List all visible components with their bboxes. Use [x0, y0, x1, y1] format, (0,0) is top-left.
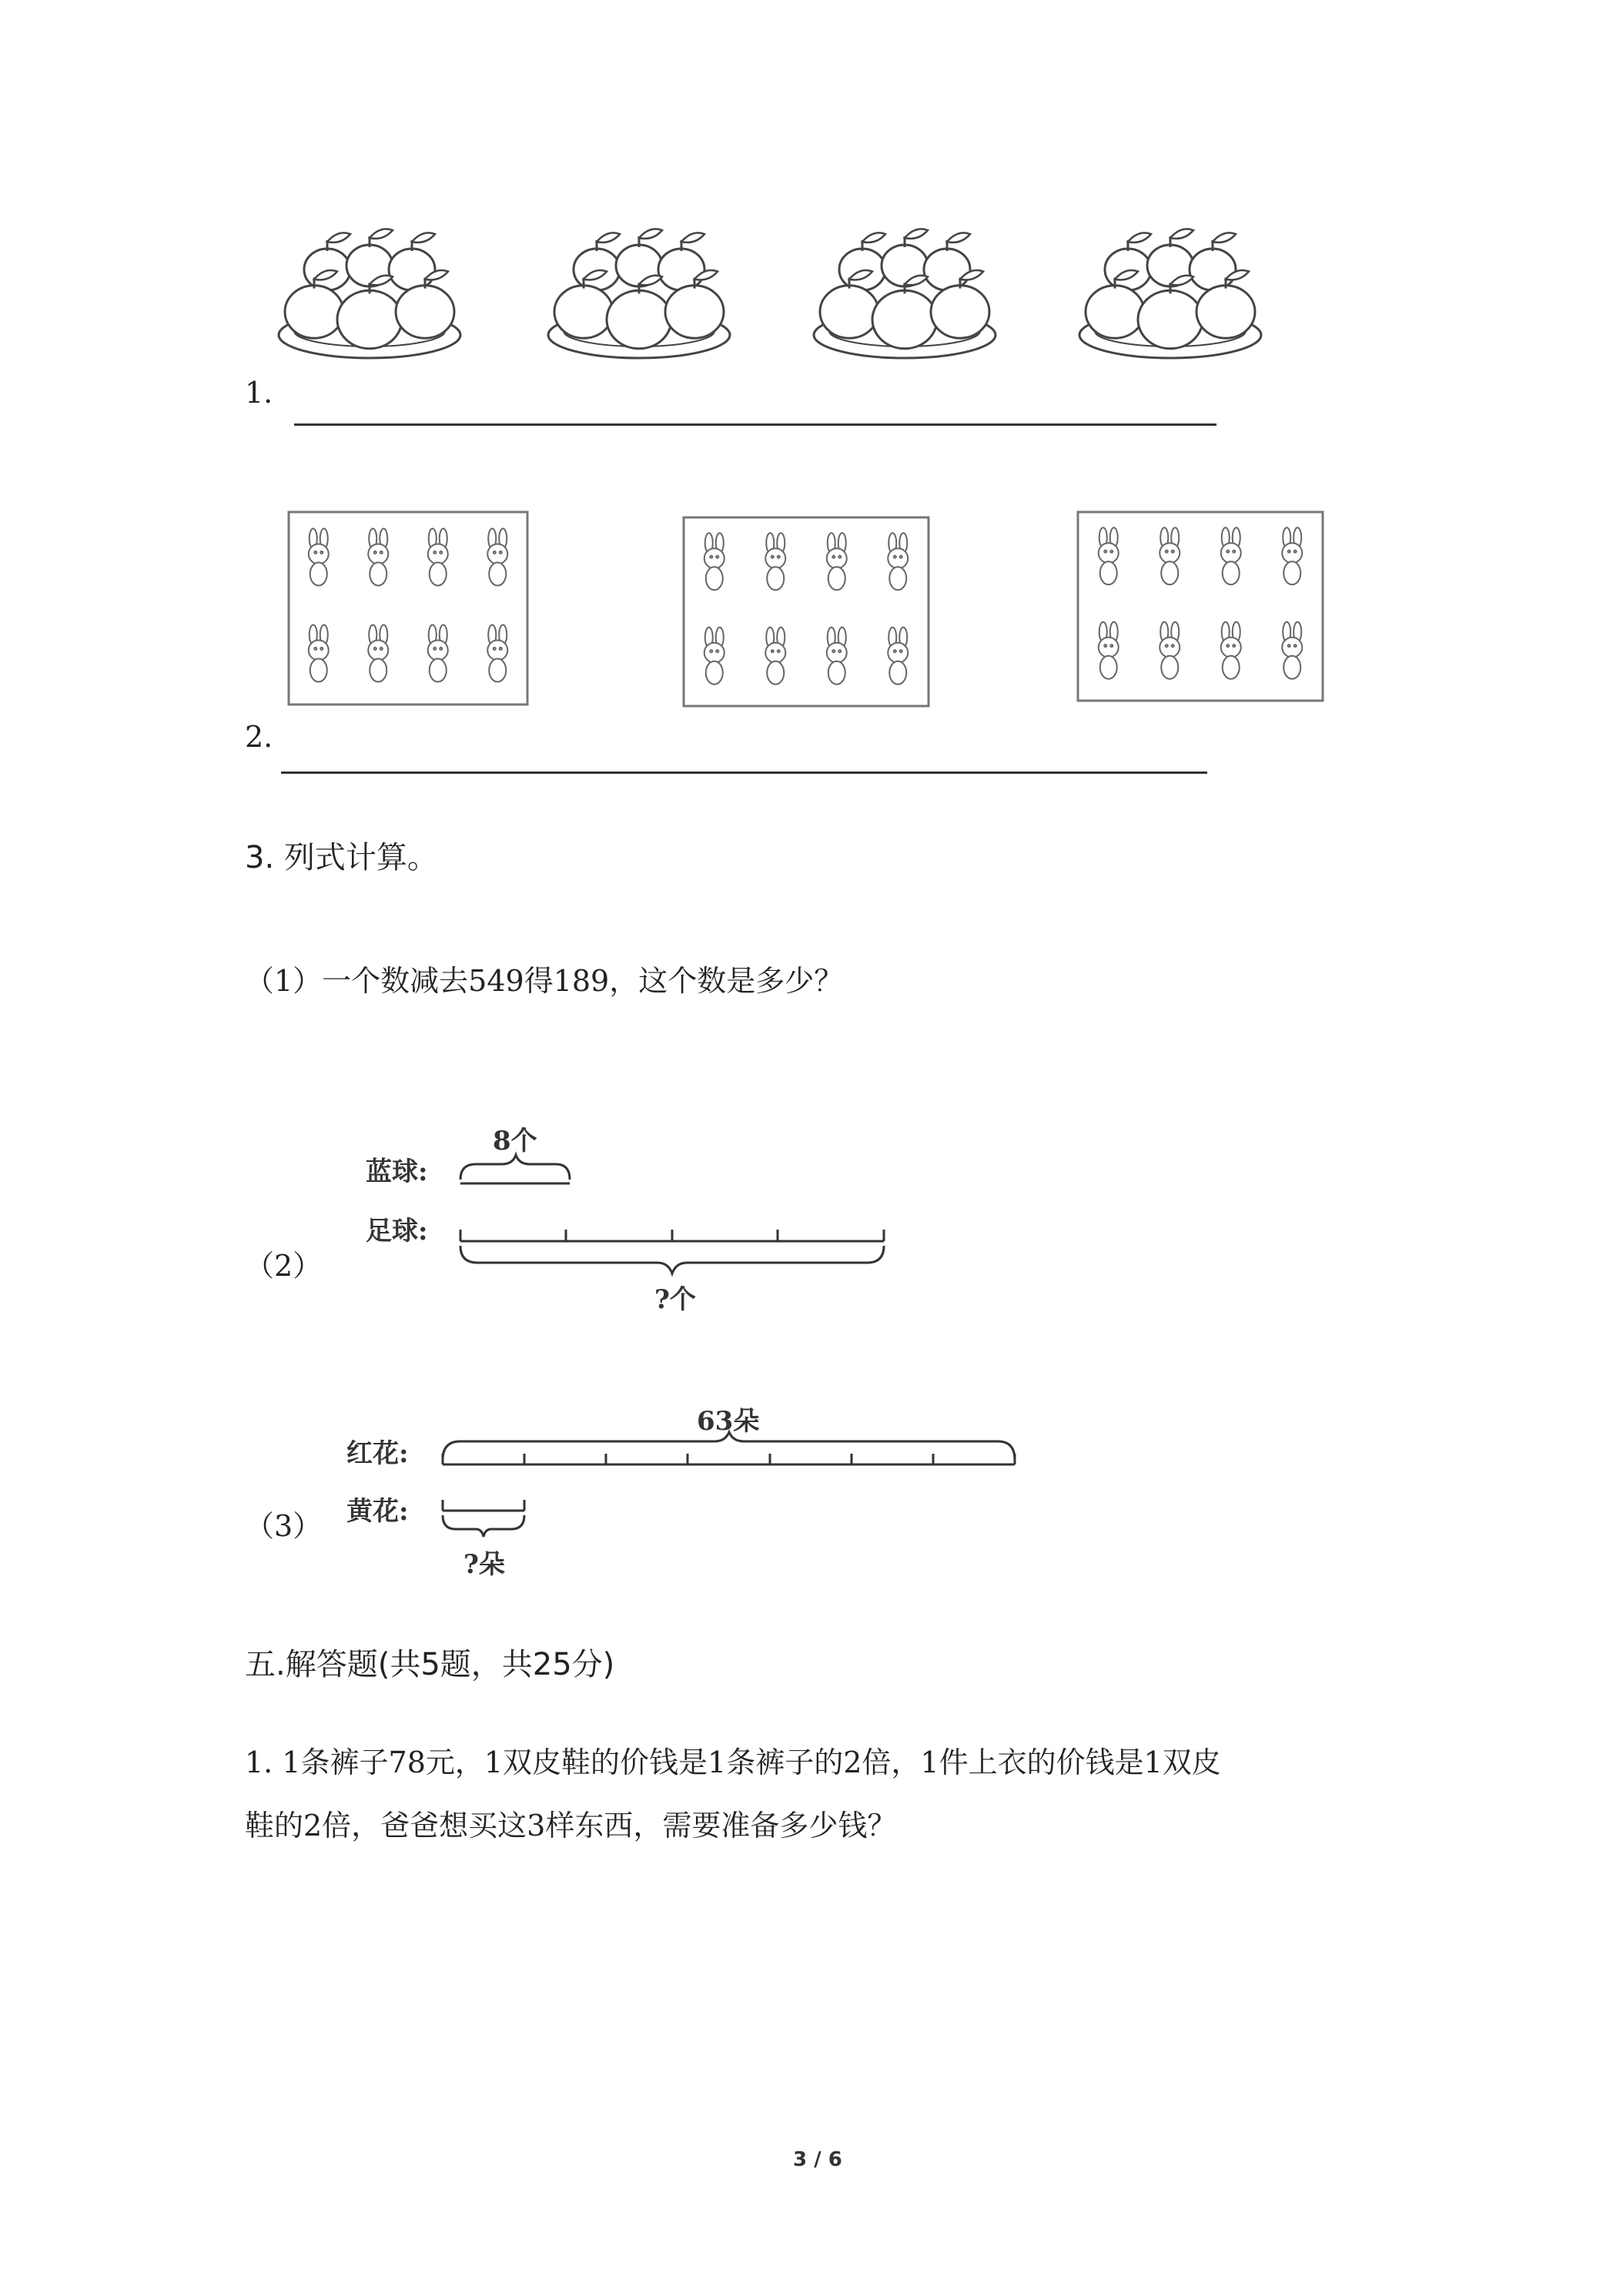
football-value: ?个 — [654, 1284, 696, 1315]
red-flower-brace — [443, 1432, 1015, 1460]
section5-q1-line2: 鞋的2倍，爸爸想买这3样东西，需要准备多少钱？ — [245, 1809, 897, 1842]
page-number: 3 / 6 — [793, 2148, 842, 2171]
q1-number: 1. — [245, 376, 273, 410]
section5-q1-line1: 1. 1条裤子78元，1双皮鞋的价钱是1条裤子的2倍，1件上衣的价钱是1双皮 — [245, 1745, 1221, 1779]
yellow-flower-brace — [443, 1515, 524, 1537]
red-flower-value: 63朵 — [697, 1406, 760, 1437]
football-label: 足球: — [366, 1216, 428, 1247]
yellow-flower-label: 黄花: — [346, 1496, 409, 1527]
yellow-flower-value: ?朵 — [463, 1549, 505, 1580]
basketball-value: 8个 — [493, 1126, 537, 1156]
red-flower-label: 红花: — [346, 1438, 409, 1469]
q3-sub3-number: （3） — [245, 1509, 323, 1543]
q3-sub2-number: （2） — [245, 1249, 323, 1283]
basketball-label: 蓝球: — [366, 1156, 428, 1187]
q3-title: 3. 列式计算。 — [245, 840, 438, 875]
q2-number: 2. — [245, 720, 273, 754]
section5-title: 五.解答题(共5题，共25分) — [245, 1647, 615, 1682]
q3-sub1: （1）一个数减去549得189，这个数是多少？ — [245, 964, 844, 998]
